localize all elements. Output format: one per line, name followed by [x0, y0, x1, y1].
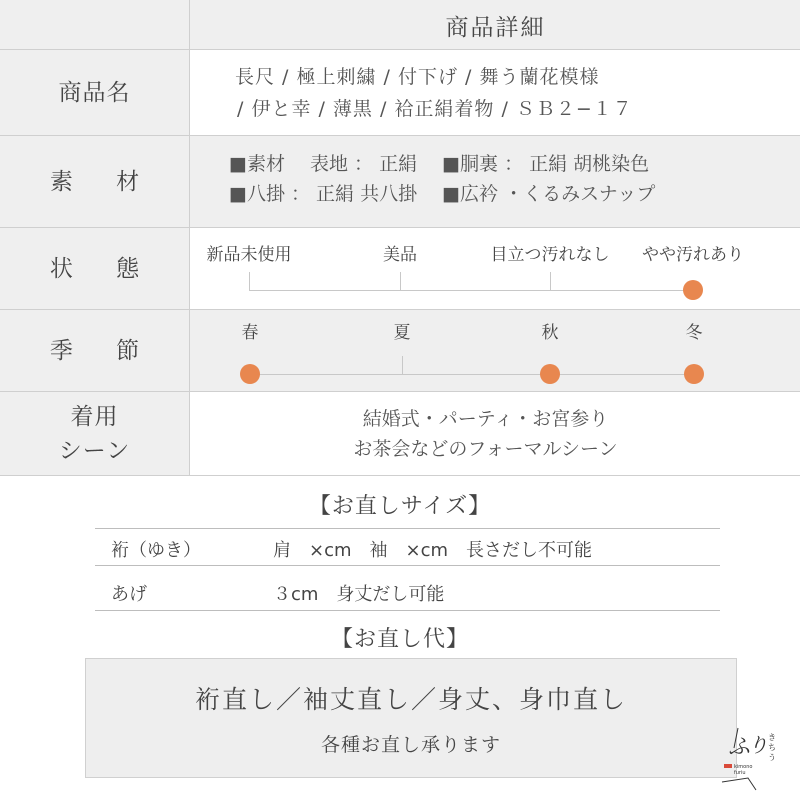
scale-tick	[402, 356, 403, 374]
svg-text:ち: ち	[768, 743, 776, 752]
scene-row	[0, 392, 800, 476]
alteration-size-label: あげ	[111, 584, 147, 605]
season-row	[0, 310, 800, 392]
product-name-line-1: 長尺 / 極上刺繍 / 付下げ / 舞う蘭花模様	[235, 66, 600, 88]
scale-label: 美品	[383, 245, 417, 265]
product-name-label: 商品名	[0, 50, 190, 135]
scene-label	[0, 392, 190, 475]
material-line-2: ■八掛 ： 正絹 共八掛 ■広衿 ・くるみスナップ	[229, 183, 656, 205]
svg-text:き: き	[768, 733, 776, 742]
condition-scale	[191, 228, 800, 309]
svg-text:ふ: ふ	[728, 735, 751, 760]
scale-label: 秋	[541, 323, 559, 343]
product-name-row	[0, 50, 800, 136]
season-label: 季 節	[0, 310, 190, 391]
alteration-size-value: 肩 ×cm 袖 ×cm 長さだし不可能	[273, 540, 593, 561]
alteration-fee-box	[85, 658, 737, 778]
alteration-size-value: ３cm 身丈だし可能	[273, 584, 445, 605]
scene-value	[191, 392, 800, 475]
scale-label: 目立つ汚れなし	[490, 245, 610, 265]
alteration-size-row	[95, 528, 720, 566]
scene-label-line-2: シーン	[58, 437, 131, 464]
svg-text:う: う	[768, 753, 776, 762]
scale-label: 新品未使用	[206, 245, 292, 265]
svg-text:kimono: kimono	[734, 764, 753, 770]
alteration-fee-title: 【お直し代】	[330, 627, 469, 652]
svg-text:り: り	[748, 733, 768, 757]
scale-selected-dot	[683, 280, 703, 300]
scale-label: 夏	[393, 323, 411, 343]
condition-row	[0, 228, 800, 310]
condition-label: 状 態	[0, 228, 190, 309]
spec-title: 商品詳細	[445, 14, 546, 41]
scale-selected-dot	[540, 364, 560, 384]
scene-line-2: お茶会などのフォーマルシーン	[353, 437, 618, 460]
scene-line-1: 結婚式・パーティ・お宮参り	[362, 407, 609, 430]
scale-line	[250, 374, 694, 375]
material-value	[191, 136, 800, 227]
scale-tick	[550, 272, 551, 290]
alteration-fee-sub: 各種お直し承ります	[320, 733, 501, 756]
spec-header-corner	[0, 0, 190, 49]
scene-label-line-1: 着用	[70, 403, 119, 430]
scale-selected-dot	[240, 364, 260, 384]
season-scale	[191, 310, 800, 391]
brand-logo-mark	[718, 718, 784, 792]
alteration-size-row	[95, 573, 720, 611]
brand-logo	[718, 718, 784, 792]
scale-selected-dot	[684, 364, 704, 384]
svg-text:furiu: furiu	[734, 770, 746, 776]
material-line-1: ■素材 表地 ： 正絹 ■胴裏 ： 正絹 胡桃染色	[229, 153, 650, 175]
alteration-size-title: 【お直しサイズ】	[308, 494, 492, 519]
scale-tick	[400, 272, 401, 290]
alteration-fee-main: 裄直し／袖丈直し／身丈、身巾直し	[194, 684, 627, 714]
material-row	[0, 136, 800, 228]
alteration-size-label: 裄（ゆき）	[111, 540, 201, 561]
material-label: 素 材	[0, 136, 190, 227]
spec-header-row	[0, 0, 800, 50]
scale-label: 春	[241, 323, 259, 343]
scale-line	[249, 290, 693, 291]
product-name-line-2: / 伊と幸 / 薄黒 / 袷正絹着物 / ＳＢ２−１７	[237, 98, 633, 120]
product-name-value	[191, 50, 800, 135]
scale-label: やや汚れあり	[642, 245, 744, 265]
scale-label: 冬	[685, 323, 703, 343]
scale-tick	[249, 272, 250, 290]
